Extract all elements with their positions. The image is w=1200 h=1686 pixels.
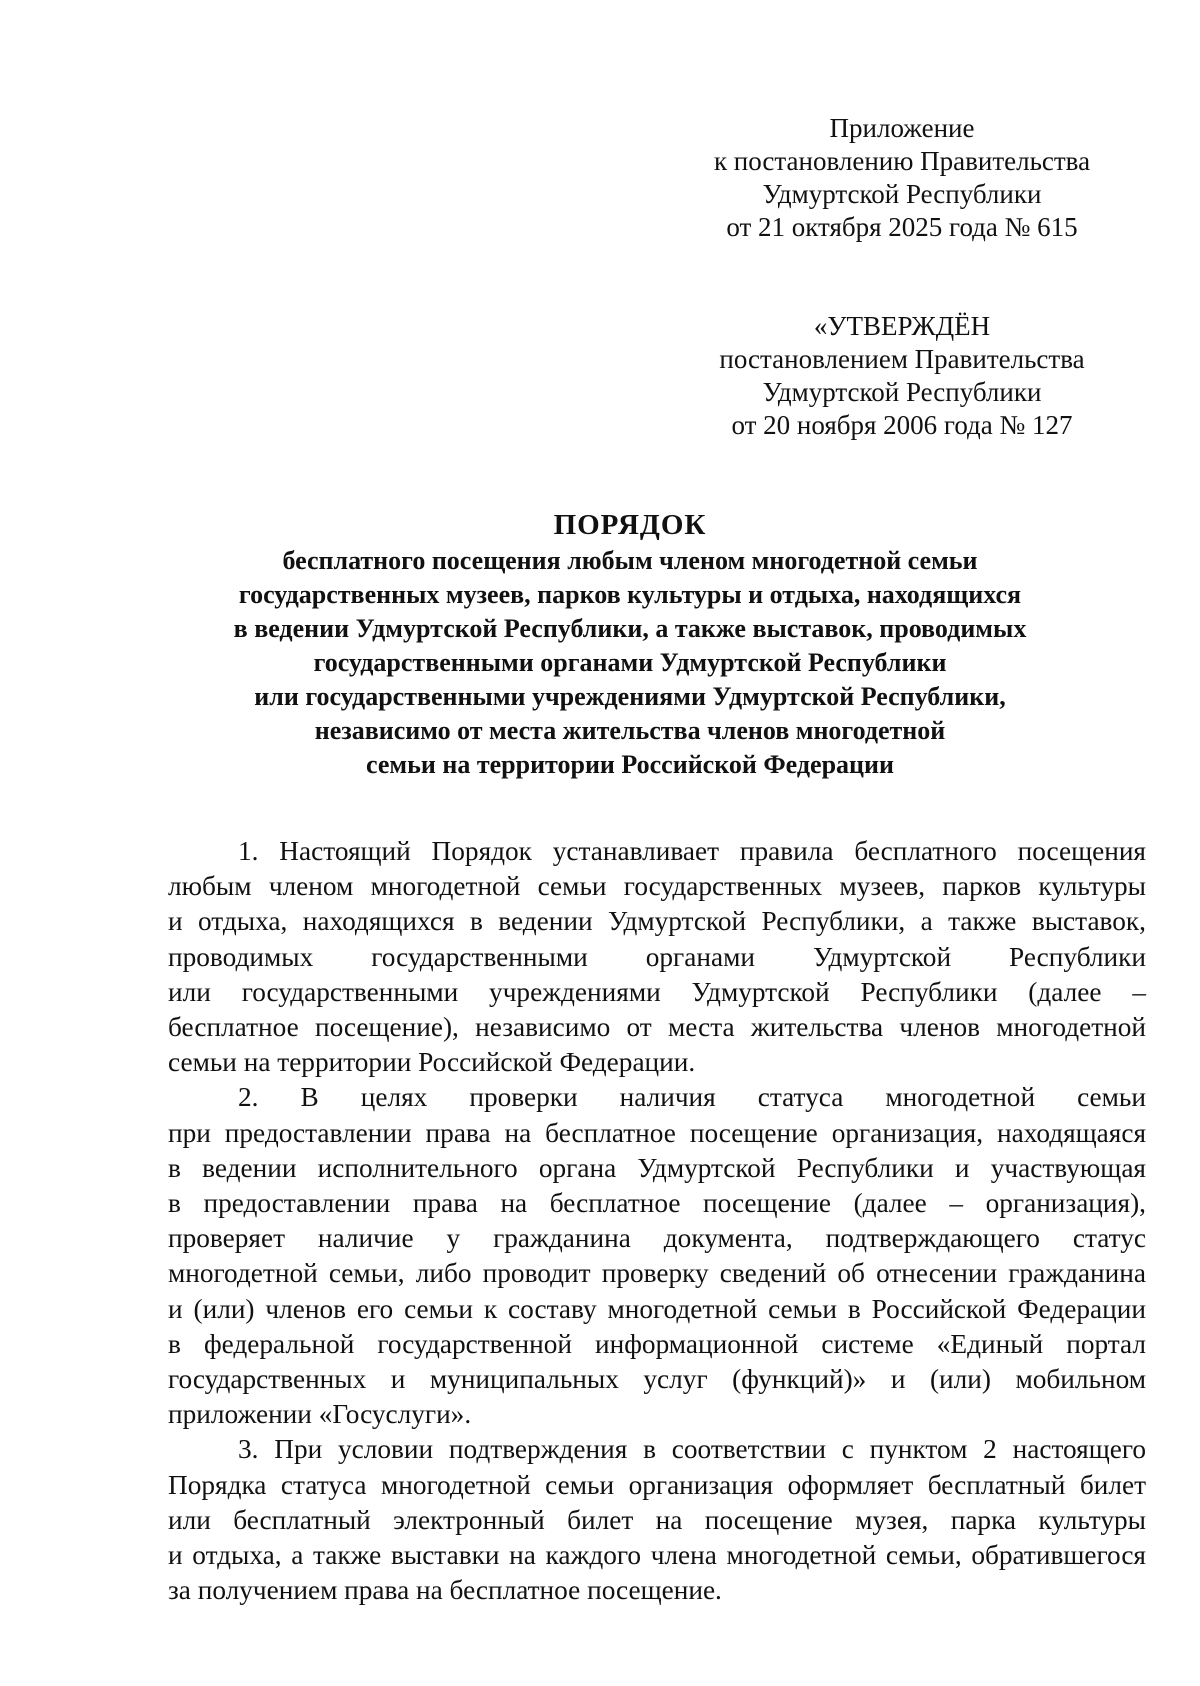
paragraph-line: и (или) членов его семьи к составу многодетной семьи в Российской Федерации: [168, 1293, 1146, 1324]
title-line: независимо от места жительства членов многодетной: [314, 716, 946, 745]
paragraph-line: и отдыха, находящихся в ведении Удмуртской Республики, а также выставок,: [168, 906, 1146, 937]
paragraph-3: [168, 1432, 1146, 1608]
approved-line: «УТВЕРЖДЁН: [813, 311, 991, 341]
title-line: государственных музеев, парков культуры и отдыха, находящихся: [238, 580, 1022, 609]
paragraph-line: или государственными учреждениями Удмуртской Республики (далее –: [168, 976, 1146, 1007]
paragraph-line: и отдыха, а также выставки на каждого члена многодетной семьи, обратившегося: [168, 1540, 1146, 1571]
approved-line: от 20 ноября 2006 года № 127: [731, 410, 1073, 440]
title-line: или государственными учреждениями Удмуртской Республики,: [254, 682, 1006, 711]
title-line: семьи на территории Российской Федерации: [366, 750, 894, 779]
paragraph-line: в федеральной государственной информационной системе «Единый портал: [168, 1328, 1146, 1359]
annex-line: Удмуртской Республики: [762, 179, 1042, 209]
paragraph-line: 1. Настоящий Порядок устанавливает правила бесплатного посещения: [238, 836, 1146, 866]
paragraph-line: при предоставлении права на бесплатное посещение организация, находящаяся: [168, 1117, 1146, 1148]
paragraph-line: многодетной семьи, либо проводит проверку сведений об отнесении гражданина: [168, 1258, 1146, 1289]
title-line: в ведении Удмуртской Республики, а также выставок, проводимых: [233, 614, 1027, 643]
paragraph-1: [168, 834, 1146, 1080]
title-line: государственными органами Удмуртской Республики: [313, 648, 947, 677]
paragraph-line: семьи на территории Российской Федерации.: [168, 1047, 696, 1078]
paragraph-line: 3. При условии подтверждения в соответствии с пунктом 2 настоящего: [238, 1434, 1146, 1465]
annex-line: от 21 октября 2025 года № 615: [726, 212, 1078, 242]
annex-line: к постановлению Правительства: [713, 146, 1091, 176]
paragraph-line: в ведении исполнительного органа Удмуртской Республики и участвующая: [168, 1152, 1146, 1183]
paragraph-line: государственных и муниципальных услуг (функций)» и (или) мобильном: [168, 1364, 1146, 1395]
paragraph-line: в предоставлении права на бесплатное посещение (далее – организация),: [168, 1188, 1146, 1219]
paragraph-line: любым членом многодетной семьи государственных музеев, парков культуры: [168, 871, 1146, 902]
annex-header: [692, 112, 1112, 244]
document-body: [168, 834, 1146, 1608]
paragraph-line: Порядка статуса многодетной семьи организация оформляет бесплатный билет: [168, 1469, 1146, 1500]
title-heading: ПОРЯДОК: [553, 509, 707, 541]
approved-line: Удмуртской Республики: [762, 377, 1042, 407]
document-title: [150, 508, 1110, 782]
paragraph-line: за получением права на бесплатное посещение.: [168, 1575, 722, 1606]
title-line: бесплатного посещения любым членом многодетной семьи: [282, 546, 978, 575]
approved-line: постановлением Правительства: [719, 344, 1085, 374]
annex-line: Приложение: [829, 113, 975, 143]
paragraph-line: проверяет наличие у гражданина документа, подтверждающего статус: [168, 1223, 1146, 1254]
approved-stamp-block: [692, 310, 1112, 442]
paragraph-line: проводимых государственными органами Удмуртской Республики: [168, 941, 1146, 972]
paragraph-line: 2. В целях проверки наличия статуса многодетной семьи: [238, 1082, 1146, 1113]
paragraph-line: приложении «Госуслуги».: [168, 1399, 472, 1430]
paragraph-2: [168, 1080, 1146, 1432]
paragraph-line: или бесплатный электронный билет на посещение музея, парка культуры: [168, 1504, 1146, 1535]
paragraph-line: бесплатное посещение), независимо от места жительства членов многодетной: [168, 1012, 1146, 1043]
